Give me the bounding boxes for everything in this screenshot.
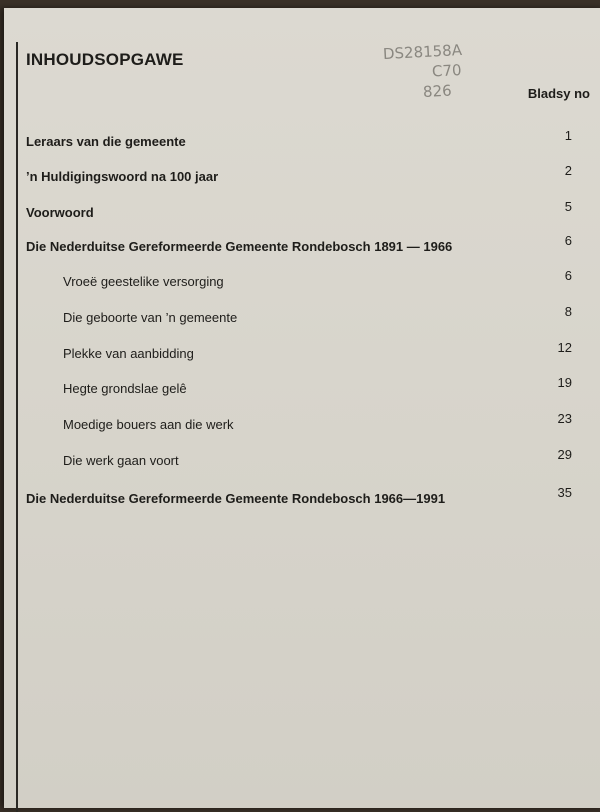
document-page bbox=[4, 8, 600, 808]
pencil-annotation bbox=[382, 40, 464, 104]
page-title: INHOUDSOPGAWE bbox=[26, 50, 184, 69]
toc-subentry bbox=[26, 375, 572, 401]
pencil-note-line: C70 bbox=[431, 61, 462, 81]
toc-entry-label: Die werk gaan voort bbox=[63, 453, 179, 468]
toc-entry-page: 23 bbox=[557, 411, 572, 426]
toc-entry-label: Hegte grondslae gelê bbox=[63, 381, 187, 396]
toc-entry bbox=[26, 199, 572, 225]
page-spine-line bbox=[16, 42, 18, 812]
toc-subentry bbox=[26, 304, 572, 330]
toc-entry-page: 6 bbox=[564, 233, 572, 248]
toc-subentry bbox=[26, 411, 572, 437]
toc-entry-label: ’n Huldigingswoord na 100 jaar bbox=[26, 169, 219, 184]
toc-entry-page: 12 bbox=[557, 340, 572, 355]
toc-entry-page: 29 bbox=[557, 447, 572, 462]
toc-entry-page: 5 bbox=[564, 199, 572, 214]
toc-subentry bbox=[26, 447, 572, 473]
toc-subentry bbox=[26, 268, 572, 294]
toc-entry-page: 19 bbox=[557, 375, 572, 390]
page-number-column-header: Bladsy no bbox=[527, 86, 590, 101]
toc-entry-label: Moedige bouers aan die werk bbox=[63, 417, 234, 432]
toc-entry-label: Leraars van die gemeente bbox=[26, 134, 186, 149]
pencil-note-line: DS28158A bbox=[382, 40, 463, 64]
toc-entry-page: 1 bbox=[564, 128, 572, 143]
toc-entry-label: Die geboorte van ’n gemeente bbox=[63, 310, 238, 325]
toc-entry-label: Vroeë geestelike versorging bbox=[63, 274, 224, 289]
toc-entry-page: 35 bbox=[557, 485, 572, 500]
toc-entry bbox=[26, 163, 572, 189]
toc-subentry bbox=[26, 340, 572, 366]
toc-entry bbox=[26, 485, 572, 511]
toc-entry bbox=[26, 233, 572, 259]
pencil-note-line: 826 bbox=[422, 81, 453, 102]
toc-entry-page: 6 bbox=[564, 268, 572, 283]
toc-entry-label: Die Nederduitse Gereformeerde Gemeente Rondebosch 1966—1991 bbox=[26, 491, 446, 506]
toc-entry-page: 2 bbox=[564, 163, 572, 178]
toc-entry-page: 8 bbox=[564, 304, 572, 319]
toc-entry-label: Die Nederduitse Gereformeerde Gemeente Rondebosch 1891 — 1966 bbox=[26, 239, 453, 254]
toc-entry-label: Voorwoord bbox=[26, 205, 94, 220]
toc-entry-label: Plekke van aanbidding bbox=[63, 346, 194, 361]
toc-entry bbox=[26, 128, 572, 154]
